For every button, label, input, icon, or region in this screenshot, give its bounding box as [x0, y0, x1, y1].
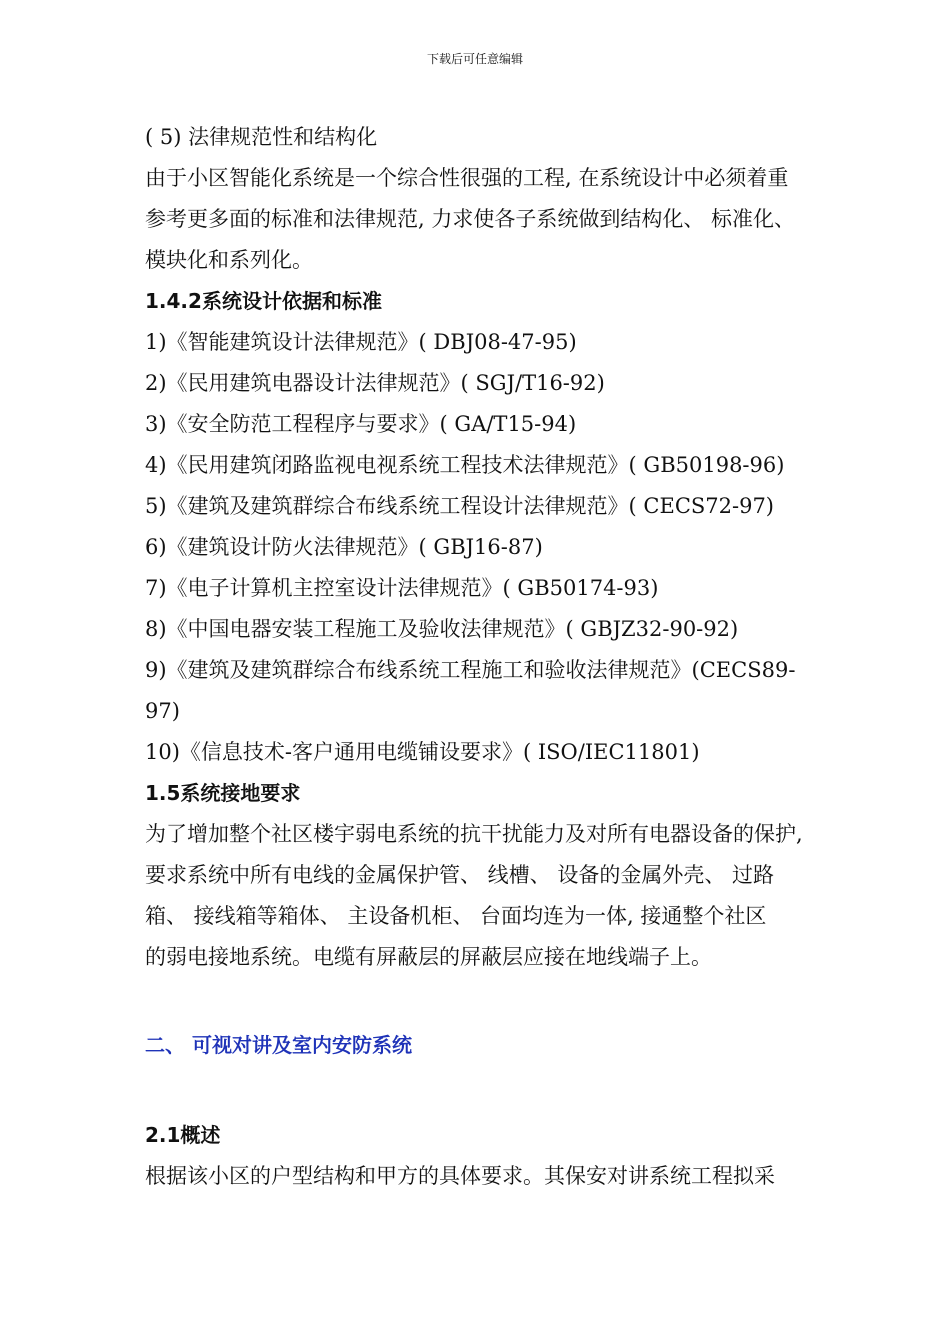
paragraph-line: 要求系统中所有电线的金属保护管、 线槽、 设备的金属外壳、 过路	[145, 863, 775, 887]
paragraph-line: 参考更多面的标准和法律规范, 力求使各子系统做到结构化、 标准化、	[145, 207, 796, 231]
standard-item: 2)《民用建筑电器设计法律规范》( SGJ/T16-92)	[145, 371, 605, 395]
heading-1-5: 1.5系统接地要求	[145, 781, 301, 805]
standard-item: 5)《建筑及建筑群综合布线系统工程设计法律规范》( CECS72-97)	[145, 494, 775, 518]
paragraph-line: 模块化和系列化。	[145, 248, 313, 272]
section-2-heading: 二、 可视对讲及室内安防系统	[145, 1033, 412, 1057]
heading-2-1: 2.1概述	[145, 1123, 221, 1147]
standard-item: 3)《安全防范工程程序与要求》( GA/T15-94)	[145, 412, 577, 436]
document-body	[145, 117, 905, 1197]
paragraph-line: 根据该小区的户型结构和甲方的具体要求。其保安对讲系统工程拟采	[145, 1164, 775, 1188]
paragraph-line: 为了增加整个社区楼宇弱电系统的抗干扰能力及对所有电器设备的保护,	[145, 822, 803, 846]
standard-item: 8)《中国电器安装工程施工及验收法律规范》( GBJZ32-90-92)	[145, 617, 739, 641]
standard-item: 1)《智能建筑设计法律规范》( DBJ08-47-95)	[145, 330, 577, 354]
paragraph-line: 的弱电接地系统。电缆有屏蔽层的屏蔽层应接在地线端子上。	[145, 945, 712, 969]
standard-item: 9)《建筑及建筑群综合布线系统工程施工和验收法律规范》(CECS89-	[145, 658, 796, 682]
standard-item: 4)《民用建筑闭路监视电视系统工程技术法律规范》( GB50198-96)	[145, 453, 785, 477]
page-header: 下载后可任意编辑	[426, 52, 523, 66]
heading-1-4-2: 1.4.2系统设计依据和标准	[145, 289, 382, 313]
paragraph-line: 箱、 接线箱等箱体、 主设备机柜、 台面均连为一体, 接通整个社区	[145, 904, 767, 928]
sec5-title: ( 5) 法律规范性和结构化	[145, 125, 378, 149]
standard-item: 10)《信息技术-客户通用电缆铺设要求》( ISO/IEC11801)	[145, 740, 700, 764]
standard-item: 97)	[145, 699, 180, 723]
standard-item: 6)《建筑设计防火法律规范》( GBJ16-87)	[145, 535, 543, 559]
standard-item: 7)《电子计算机主控室设计法律规范》( GB50174-93)	[145, 576, 659, 600]
paragraph-line: 由于小区智能化系统是一个综合性很强的工程, 在系统设计中必须着重	[145, 166, 789, 190]
